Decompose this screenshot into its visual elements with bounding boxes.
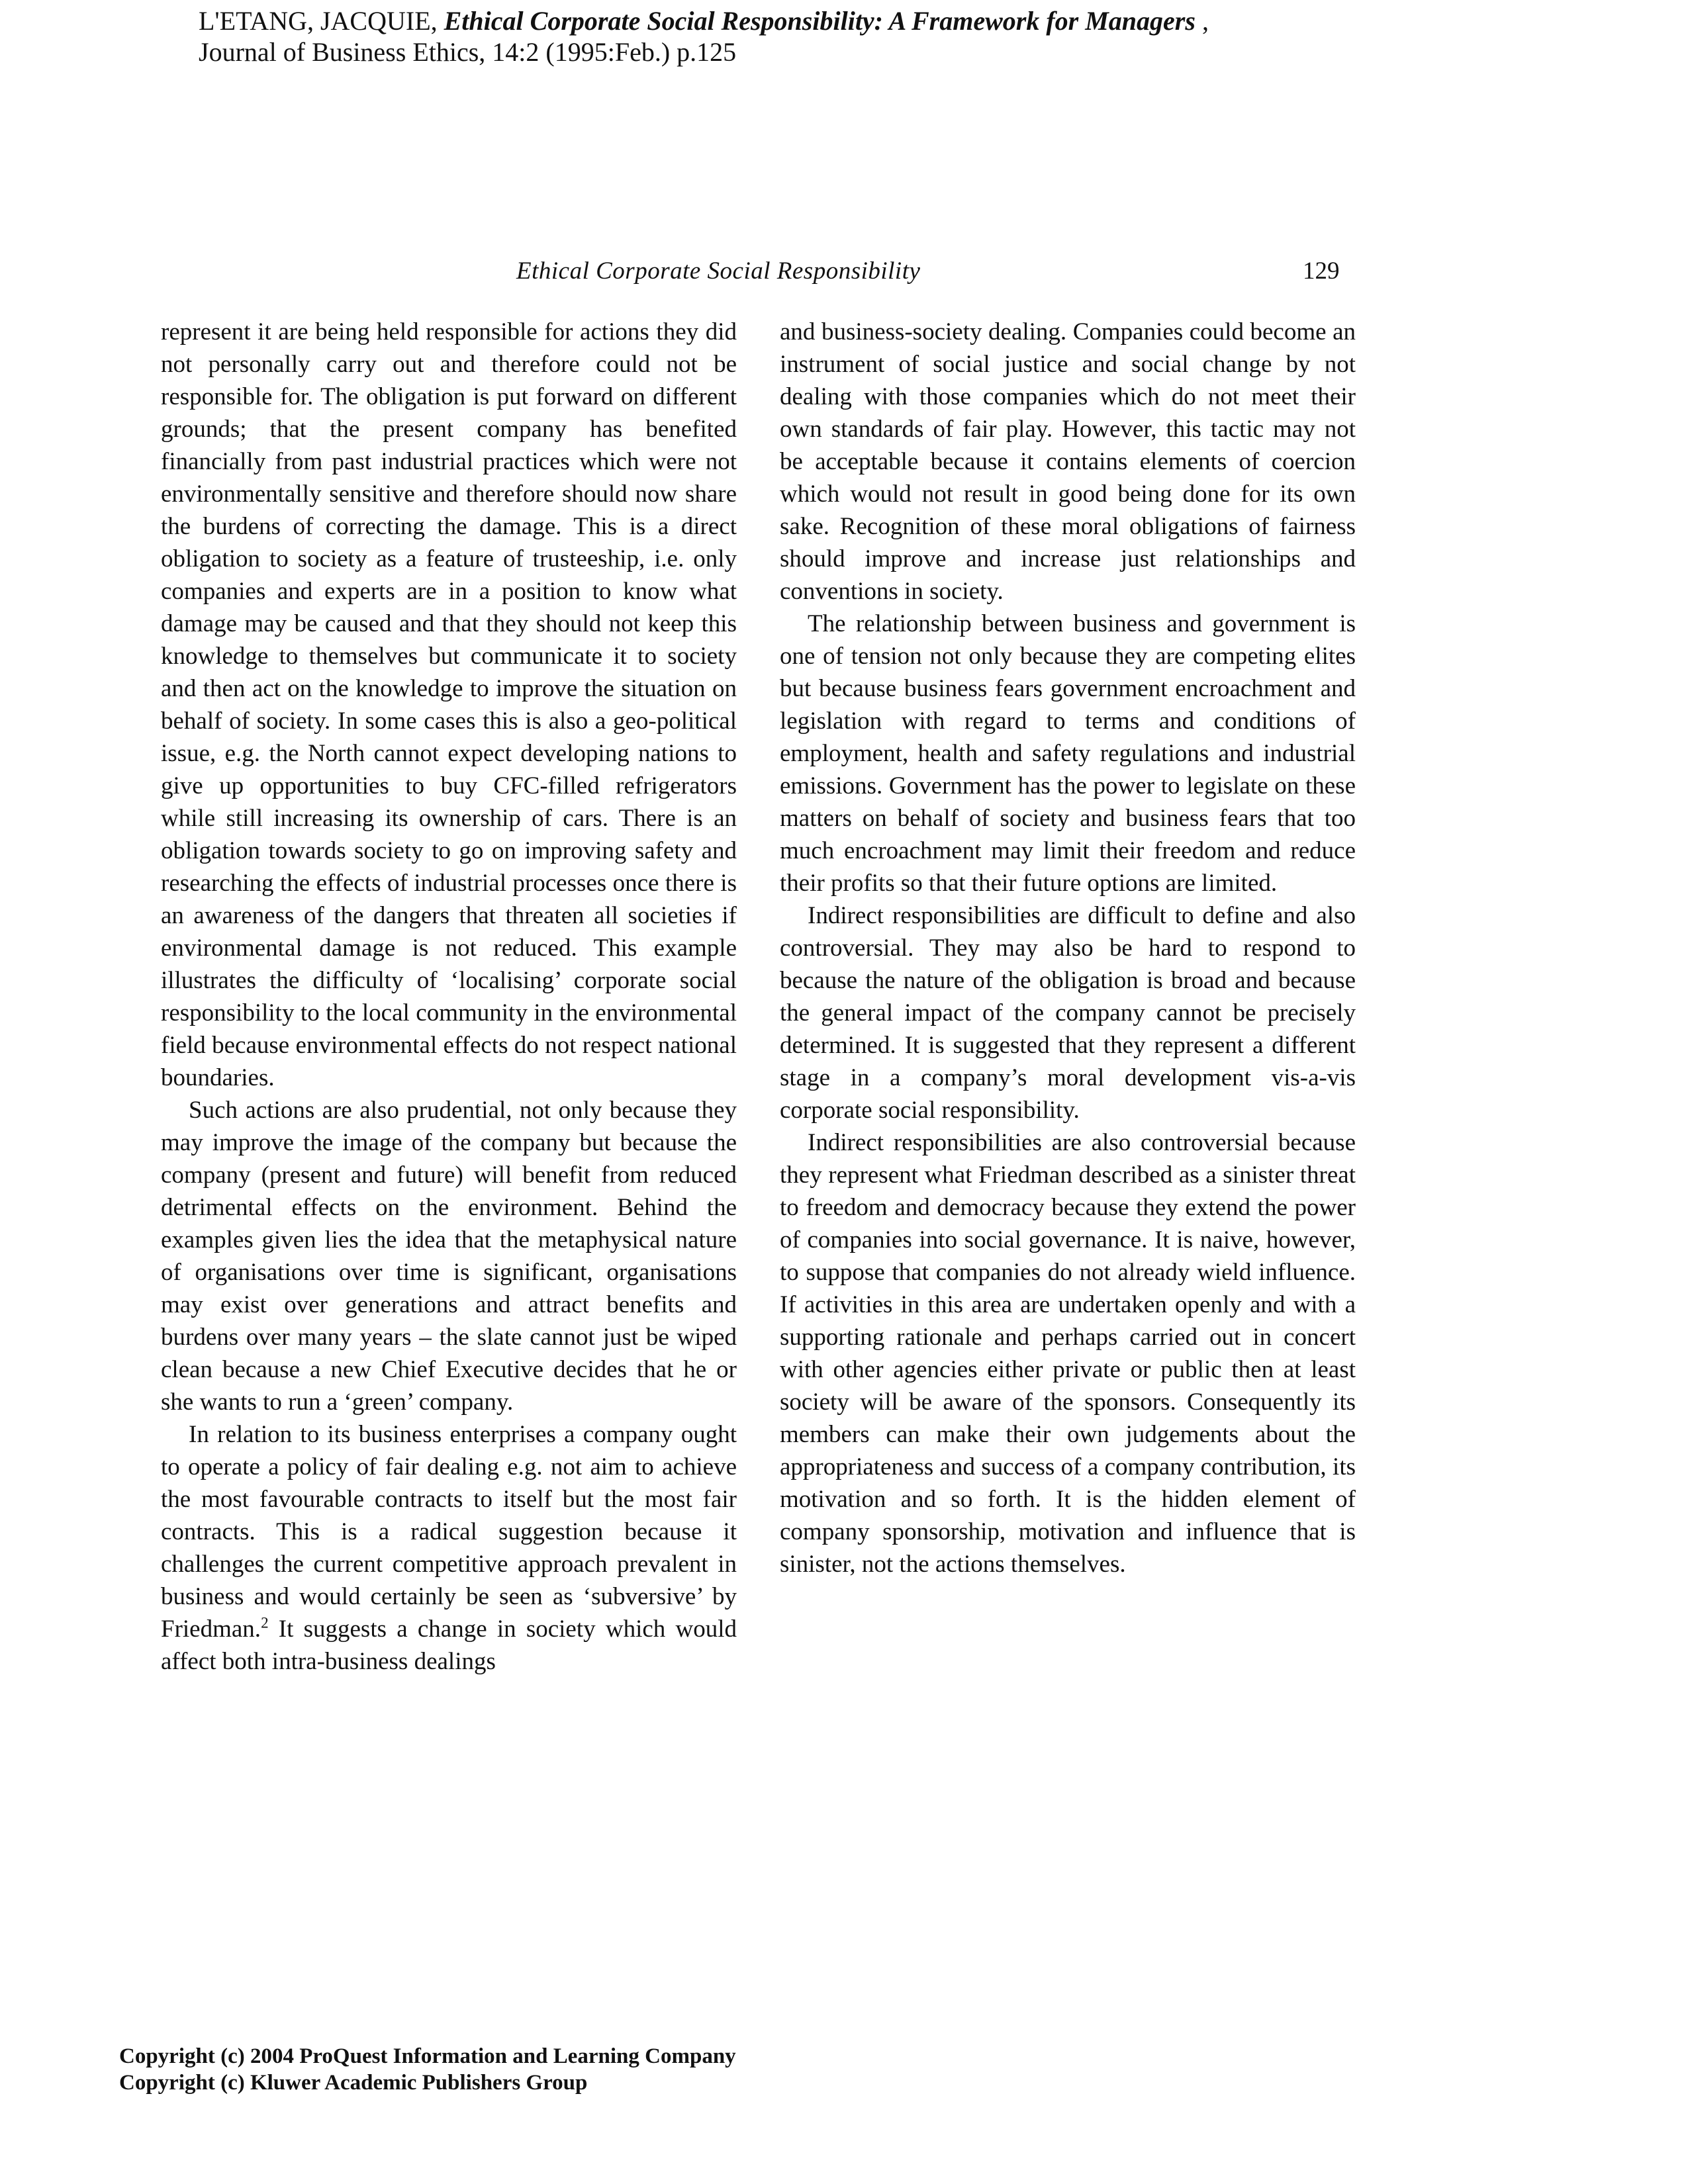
paragraph-text: In relation to its business enterprises a company ought to operate a policy of fair dealing e.g. not aim to achieve the most favourable contracts to itself but the most fair contracts. This is a radical suggestion because it challenges the current competitive approach prevalent in business and would certainly be seen as ‘subversive’ by Friedman. <box>161 1421 737 1643</box>
page-number: 129 <box>1303 257 1340 285</box>
citation-line-1 <box>199 5 1589 36</box>
citation-article-title: Ethical Corporate Social Responsibility: A Framework for Managers <box>444 6 1196 36</box>
paragraph: Such actions are also prudential, not only because they may improve the image of the company but because the company (present and future) will benefit from reduced detrimental effects on the environment. Behind the examples given lies the idea that the metaphysical nature of organisations over time is significant, organisations may exist over generations and attract benefits and burdens over many years – the slate cannot just be wiped clean because a new Chief Executive decides that he or she wants to run a ‘green’ company. <box>161 1097 737 1416</box>
footnote-reference: 2 <box>261 1614 269 1631</box>
citation-author: L'ETANG, JACQUIE, <box>199 6 444 36</box>
citation-journal: Journal of Business Ethics, 14:2 (1995:Feb.) p.125 <box>199 37 737 67</box>
left-column <box>161 316 737 1678</box>
paragraph: and business-society dealing. Companies could become an instrument of social justice and social change by not dealing with those companies which do not meet their own standards of fair play. However, this tactic may not be acceptable because it contains elements of coercion which would not result in good being done for its own sake. Recognition of these moral obligations of fairness should improve and increase just relationships and conventions in society. <box>780 318 1356 605</box>
copyright-footer <box>119 2043 736 2096</box>
right-column <box>780 316 1356 1580</box>
copyright-line: Copyright (c) 2004 ProQuest Information and Learning Company <box>119 2044 736 2068</box>
paragraph: The relationship between business and government is one of tension not only because they are competing elites but because business fears government encroachment and legislation with regard to terms and conditions of employment, health and safety regulations and industrial emissions. Government has the power to legislate on these matters on behalf of society and business fears that too much encroachment may limit their freedom and reduce their profits so that their future options are limited. <box>780 610 1356 897</box>
copyright-line: Copyright (c) Kluwer Academic Publishers Group <box>119 2071 588 2095</box>
paragraph <box>161 1418 737 1678</box>
paragraph: Indirect responsibilities are also controversial because they represent what Friedman described as a sinister threat to freedom and democracy because they extend the power of companies into social governance. It is naive, however, to suppose that companies do not already wield influence. If activities in this area are undertaken openly and with a supporting rationale and perhaps carried out in concert with other agencies either private or public then at least society will be aware of the sponsors. Consequently its members can make their own judgements about the appropriateness and success of a company contribution, its motivation and so forth. It is the hidden element of company sponsorship, motivation and influence that is sinister, not the actions themselves. <box>780 1129 1356 1578</box>
citation-separator: , <box>1195 6 1209 36</box>
citation-header <box>199 5 1589 68</box>
paragraph: represent it are being held responsible for actions they did not personally carry out and therefore could not be responsible for. The obligation is put forward on different grounds; that the present company has benefited financially from past industrial practices which were not environmentally sensitive and therefore should now share the burdens of correcting the damage. This is a direct obligation to society as a feature of trusteeship, i.e. only companies and experts are in a position to know what damage may be caused and that they should not keep this knowledge to themselves but communicate it to society and then act on the knowledge to improve the situation on behalf of society. In some cases this is also a geo-political issue, e.g. the North cannot expect developing nations to give up opportunities to buy CFC-filled refrigerators while still increasing its ownership of cars. There is an obligation towards society to go on improving safety and researching the effects of industrial processes once there is an awareness of the dangers that threaten all societies if environmental damage is not reduced. This example illustrates the difficulty of ‘localising’ corporate social responsibility to the local community in the environmental field because environmental effects do not respect national boundaries. <box>161 318 737 1091</box>
running-head-title: Ethical Corporate Social Responsibility <box>516 257 921 285</box>
paragraph-text: It suggests a change in society which would affect both intra-business dealings <box>161 1615 737 1675</box>
running-head <box>0 257 1688 296</box>
paragraph: Indirect responsibilities are difficult to define and also controversial. They may also be hard to respond to because the nature of the obligation is broad and because the general impact of the company cannot be precisely determined. It is suggested that they represent a different stage in a company’s moral development vis-a-vis corporate social responsibility. <box>780 902 1356 1124</box>
